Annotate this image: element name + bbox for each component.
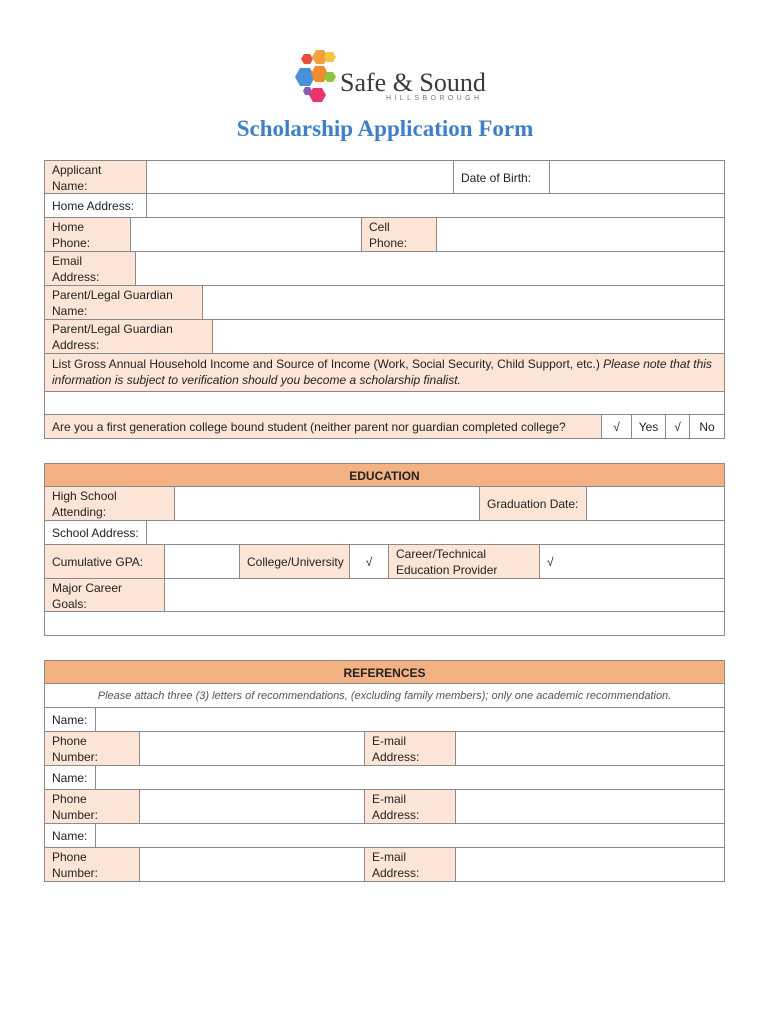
ref1-name-row [44, 708, 725, 732]
education-section [44, 463, 725, 636]
ref2-phone-field[interactable] [140, 790, 365, 823]
logo [294, 50, 494, 110]
graduation-field[interactable] [587, 487, 724, 520]
cell-phone-field[interactable] [437, 218, 724, 251]
yes-checkbox[interactable]: √ [602, 415, 632, 438]
ref2-name-label: Name: [45, 766, 96, 789]
ref1-email-label: E-mail Address: [365, 732, 456, 765]
email-field[interactable] [136, 252, 724, 285]
income-instruction [45, 354, 724, 391]
references-header-row [44, 660, 725, 684]
ref2-name-field[interactable] [96, 766, 724, 789]
ref3-email-field[interactable] [456, 848, 724, 881]
career-tech-checkbox[interactable]: √ [547, 555, 554, 569]
home-address-label: Home Address: [45, 194, 147, 217]
logo-brand: Safe & Sound [340, 68, 486, 97]
ref3-contact-row [44, 848, 725, 882]
applicant-name-row [44, 160, 725, 194]
ref1-name-field[interactable] [96, 708, 724, 731]
ref2-name-row [44, 766, 725, 790]
dob-label: Date of Birth: [454, 161, 550, 193]
education-header-row [44, 463, 725, 487]
guardian-address-label: Parent/Legal Guardian Address: [45, 320, 213, 353]
home-phone-field[interactable] [131, 218, 362, 251]
references-instructions-row [44, 684, 725, 708]
email-row [44, 252, 725, 286]
ref3-phone-field[interactable] [140, 848, 365, 881]
hexagon-cluster-icon [294, 50, 344, 110]
ref3-name-row [44, 824, 725, 848]
ref2-contact-row [44, 790, 725, 824]
first-gen-row [44, 415, 725, 439]
home-address-row [44, 194, 725, 218]
ref3-phone-label: Phone Number: [45, 848, 140, 881]
ref1-phone-label: Phone Number: [45, 732, 140, 765]
cell-phone-label: Cell Phone: [362, 218, 437, 251]
education-header: EDUCATION [45, 464, 724, 486]
goals-field-row [44, 612, 725, 636]
income-field-row [44, 392, 725, 415]
ref3-email-label: E-mail Address: [365, 848, 456, 881]
school-address-row [44, 521, 725, 545]
references-section [44, 660, 725, 882]
ref2-email-label: E-mail Address: [365, 790, 456, 823]
gpa-row [44, 545, 725, 579]
logo-subtitle: HILLSBOROUGH [386, 95, 483, 102]
goals-row [44, 579, 725, 612]
gpa-field[interactable] [165, 545, 240, 578]
dob-field[interactable] [550, 161, 724, 193]
guardian-address-row [44, 320, 725, 354]
applicant-section [44, 160, 725, 439]
high-school-label: High School Attending: [45, 487, 175, 520]
ref1-contact-row [44, 732, 725, 766]
phone-row [44, 218, 725, 252]
applicant-name-field[interactable] [147, 161, 454, 193]
school-address-field[interactable] [147, 521, 724, 544]
income-text: List Gross Annual Household Income and Source of Income (Work, Social Security, Child Support, etc.) [52, 357, 600, 371]
goals-field-extra[interactable] [45, 612, 724, 635]
page-title: Scholarship Application Form [236, 116, 534, 141]
ref2-phone-label: Phone Number: [45, 790, 140, 823]
references-instructions: Please attach three (3) letters of recommendations, (excluding family members); only one academic recommendation. [97, 690, 672, 702]
references-header: REFERENCES [45, 661, 724, 683]
ref1-phone-field[interactable] [140, 732, 365, 765]
no-label: No [699, 420, 715, 434]
income-field[interactable] [45, 392, 724, 414]
goals-label: Major Career Goals: [45, 579, 165, 611]
first-gen-question: Are you a first generation college bound student (neither parent nor guardian completed college? [45, 415, 602, 438]
gpa-label: Cumulative GPA: [45, 545, 165, 578]
income-note: Please note that this information is subject to verification should you become a scholarship finalist. [52, 357, 712, 387]
applicant-name-label: Applicant Name: [45, 161, 147, 193]
email-label: Email Address: [45, 252, 136, 285]
yes-label: Yes [632, 415, 666, 438]
college-label: College/University [240, 545, 350, 578]
guardian-name-row [44, 286, 725, 320]
ref3-name-label: Name: [45, 824, 96, 847]
graduation-label: Graduation Date: [480, 487, 587, 520]
ref1-name-label: Name: [45, 708, 96, 731]
school-address-label: School Address: [45, 521, 147, 544]
no-checkbox[interactable]: √ [666, 415, 690, 438]
home-address-field[interactable] [147, 194, 724, 217]
ref2-email-field[interactable] [456, 790, 724, 823]
goals-field[interactable] [165, 579, 724, 611]
guardian-name-label: Parent/Legal Guardian Name: [45, 286, 203, 319]
guardian-address-field[interactable] [213, 320, 724, 353]
career-tech-label: Career/Technical Education Provider [389, 545, 540, 578]
college-checkbox[interactable]: √ [350, 545, 389, 578]
high-school-row [44, 487, 725, 521]
guardian-name-field[interactable] [203, 286, 724, 319]
high-school-field[interactable] [175, 487, 480, 520]
home-phone-label: Home Phone: [45, 218, 131, 251]
ref3-name-field[interactable] [96, 824, 724, 847]
ref1-email-field[interactable] [456, 732, 724, 765]
income-row [44, 354, 725, 392]
